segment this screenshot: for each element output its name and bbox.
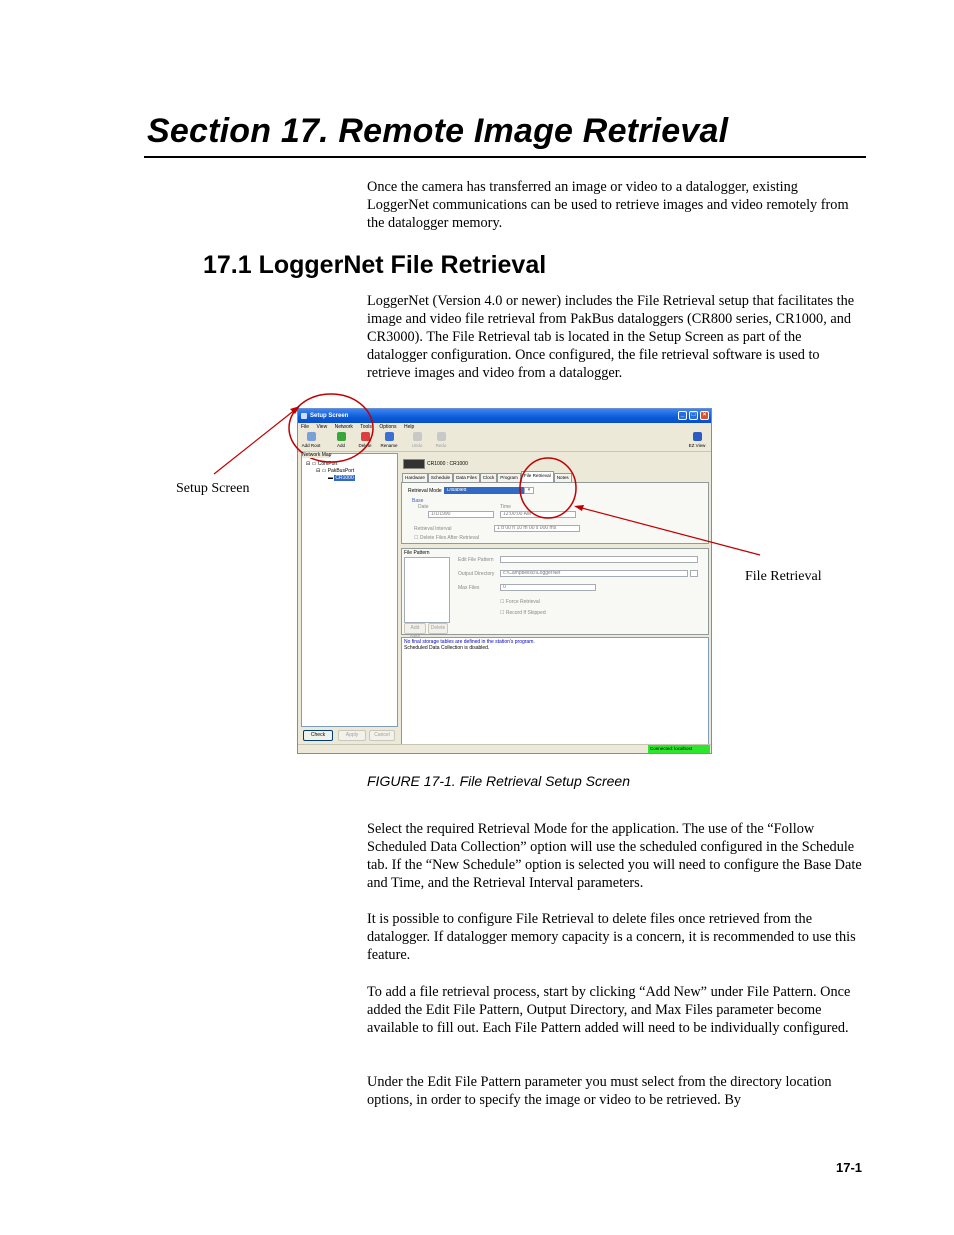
callout-file-retrieval: File Retrieval	[745, 569, 822, 584]
device-header: CR1000 : CR1000	[401, 457, 709, 471]
undo-button[interactable]: Undo	[406, 432, 428, 448]
date-label: Date	[418, 504, 429, 510]
tab-file-retrieval[interactable]: File Retrieval	[521, 471, 554, 482]
file-pattern-label: File Pattern	[404, 550, 430, 556]
file-retrieval-arrow	[578, 507, 760, 555]
subsection-title: 17.1 LoggerNet File Retrieval	[203, 251, 547, 279]
menu-options[interactable]: Options	[379, 424, 397, 430]
menu-help[interactable]: Help	[403, 424, 415, 430]
output-directory-label: Output Directory	[458, 571, 495, 577]
datalogger-icon: ▬	[328, 475, 333, 481]
ez-view-button[interactable]: EZ View	[686, 432, 708, 448]
connection-status: Connected: localhost	[648, 745, 710, 753]
paragraph: It is possible to configure File Retrieval to delete files once retrieved from the datalogger. If datalogger memory capacity is a concern, it is recommended to use this feature.	[367, 911, 856, 963]
delete-pattern-button[interactable]: Delete	[428, 623, 448, 634]
arrowhead-icon	[574, 505, 584, 511]
tab-hardware[interactable]: Hardware	[402, 473, 428, 482]
menu-tools[interactable]: Tools	[360, 424, 372, 430]
max-files-field[interactable]: 0	[500, 584, 596, 591]
window-title: Setup Screen	[310, 413, 349, 419]
add-root-button[interactable]: Add Root	[300, 432, 322, 448]
delete-files-checkbox[interactable]: ☐ Delete Files After Retrieval	[414, 535, 480, 541]
menu-file[interactable]: File	[301, 424, 310, 430]
max-files-label: Max Files	[458, 585, 480, 591]
rename-button[interactable]: Rename	[378, 432, 400, 448]
message-line: Scheduled Data Collection is disabled.	[404, 645, 490, 651]
paragraph: Select the required Retrieval Mode for the application. The use of the “Follow Scheduled Data Collection” option will use the scheduled configured in the Schedule tab. If the “New Schedule” option is selected you will need to configure the Base Date and Time, and the Retrieval Interval parameters.	[367, 821, 862, 891]
menu-view[interactable]: View	[316, 424, 328, 430]
base-label: Base	[412, 498, 424, 504]
figure-caption: FIGURE 17-1. File Retrieval Setup Screen	[367, 773, 630, 789]
close-icon[interactable]: ×	[700, 411, 709, 420]
tab-data-files[interactable]: Data Files	[453, 473, 480, 482]
tab-clock[interactable]: Clock	[480, 473, 498, 482]
port-icon: ▭	[321, 468, 327, 474]
check-button[interactable]: Check	[303, 730, 333, 741]
tree-item-cr1000[interactable]: ▬ CR1000	[328, 475, 354, 481]
output-directory-field[interactable]: c:\Campbellsci\LoggerNet	[500, 570, 688, 577]
intro-paragraph: Once the camera has transferred an image or video to a datalogger, existing LoggerNet communications can be used to retrieve images and video remotely from the datalogger memory.	[367, 179, 849, 231]
retrieval-mode-select[interactable]: Disabled	[444, 487, 524, 494]
maximize-icon[interactable]: □	[689, 411, 698, 420]
edit-file-pattern-label: Edit File Pattern	[458, 557, 494, 563]
section-title: Section 17. Remote Image Retrieval	[147, 112, 729, 150]
paragraph: To add a file retrieval process, start by clicking “Add New” under File Pattern. Once added the Edit File Pattern, Output Directory, and Max Files parameter become available to fill out. Each File Pattern added will need to be individually configured.	[367, 984, 851, 1036]
port-icon: ▭	[311, 461, 317, 467]
page-number: 17-1	[836, 1160, 863, 1175]
add-new-button[interactable]: Add	[404, 623, 426, 634]
retrieval-mode-label: Retrieval Mode	[408, 488, 442, 494]
tab-schedule[interactable]: Schedule	[428, 473, 453, 482]
tree-item-pakbusport[interactable]: ⊟ ▭ PakBusPort	[316, 468, 355, 474]
menu-network[interactable]: Network	[334, 424, 353, 430]
add-button[interactable]: Add	[330, 432, 352, 448]
cancel-button[interactable]: Cancel	[369, 730, 395, 741]
minimize-icon[interactable]: _	[678, 411, 687, 420]
force-retrieval-checkbox[interactable]: ☐ Force Retrieval	[500, 599, 540, 605]
time-field[interactable]: 12:00:00 AM	[500, 511, 576, 518]
callout-setup-screen: Setup Screen	[176, 481, 250, 496]
retrieval-interval-label: Retrieval Interval	[414, 526, 452, 532]
redo-button[interactable]: Redo	[430, 432, 452, 448]
message-line: No final storage tables are defined in the station's program.	[404, 639, 535, 645]
tree-item-comport[interactable]: ⊟ ▭ ComPort	[306, 461, 338, 467]
network-map-label: Network Map	[302, 452, 332, 458]
date-field[interactable]: 1/1/1990	[428, 511, 494, 518]
delete-button[interactable]: Delete	[354, 432, 376, 448]
retrieval-interval-field[interactable]: 1 d 00 h 10 m 00 s 000 ms	[494, 525, 580, 532]
subsection-paragraph: LoggerNet (Version 4.0 or newer) includes the File Retrieval setup that facilitates the image and video file retrieval from PakBus dataloggers (CR800 series, CR1000, and CR3000). The File Retrieval tab is located in the Setup Screen as part of the datalogger configuration. Once configured, the file retrieval software is used to retrieve images and video from a datalogger.	[367, 293, 855, 381]
time-label: Time	[500, 504, 511, 510]
chevron-down-icon[interactable]: ▾	[524, 487, 534, 494]
file-retrieval-circle	[520, 458, 576, 518]
apply-button[interactable]: Apply	[338, 730, 366, 741]
tab-notes[interactable]: Notes	[554, 473, 572, 482]
record-if-skipped-checkbox[interactable]: ☐ Record If Skipped	[500, 610, 546, 616]
paragraph: Under the Edit File Pattern parameter you must select from the directory location options, in order to specify the image or video to be retrieved. By	[367, 1074, 832, 1108]
tab-program[interactable]: Program	[497, 473, 521, 482]
setup-screen-arrow	[214, 409, 296, 474]
